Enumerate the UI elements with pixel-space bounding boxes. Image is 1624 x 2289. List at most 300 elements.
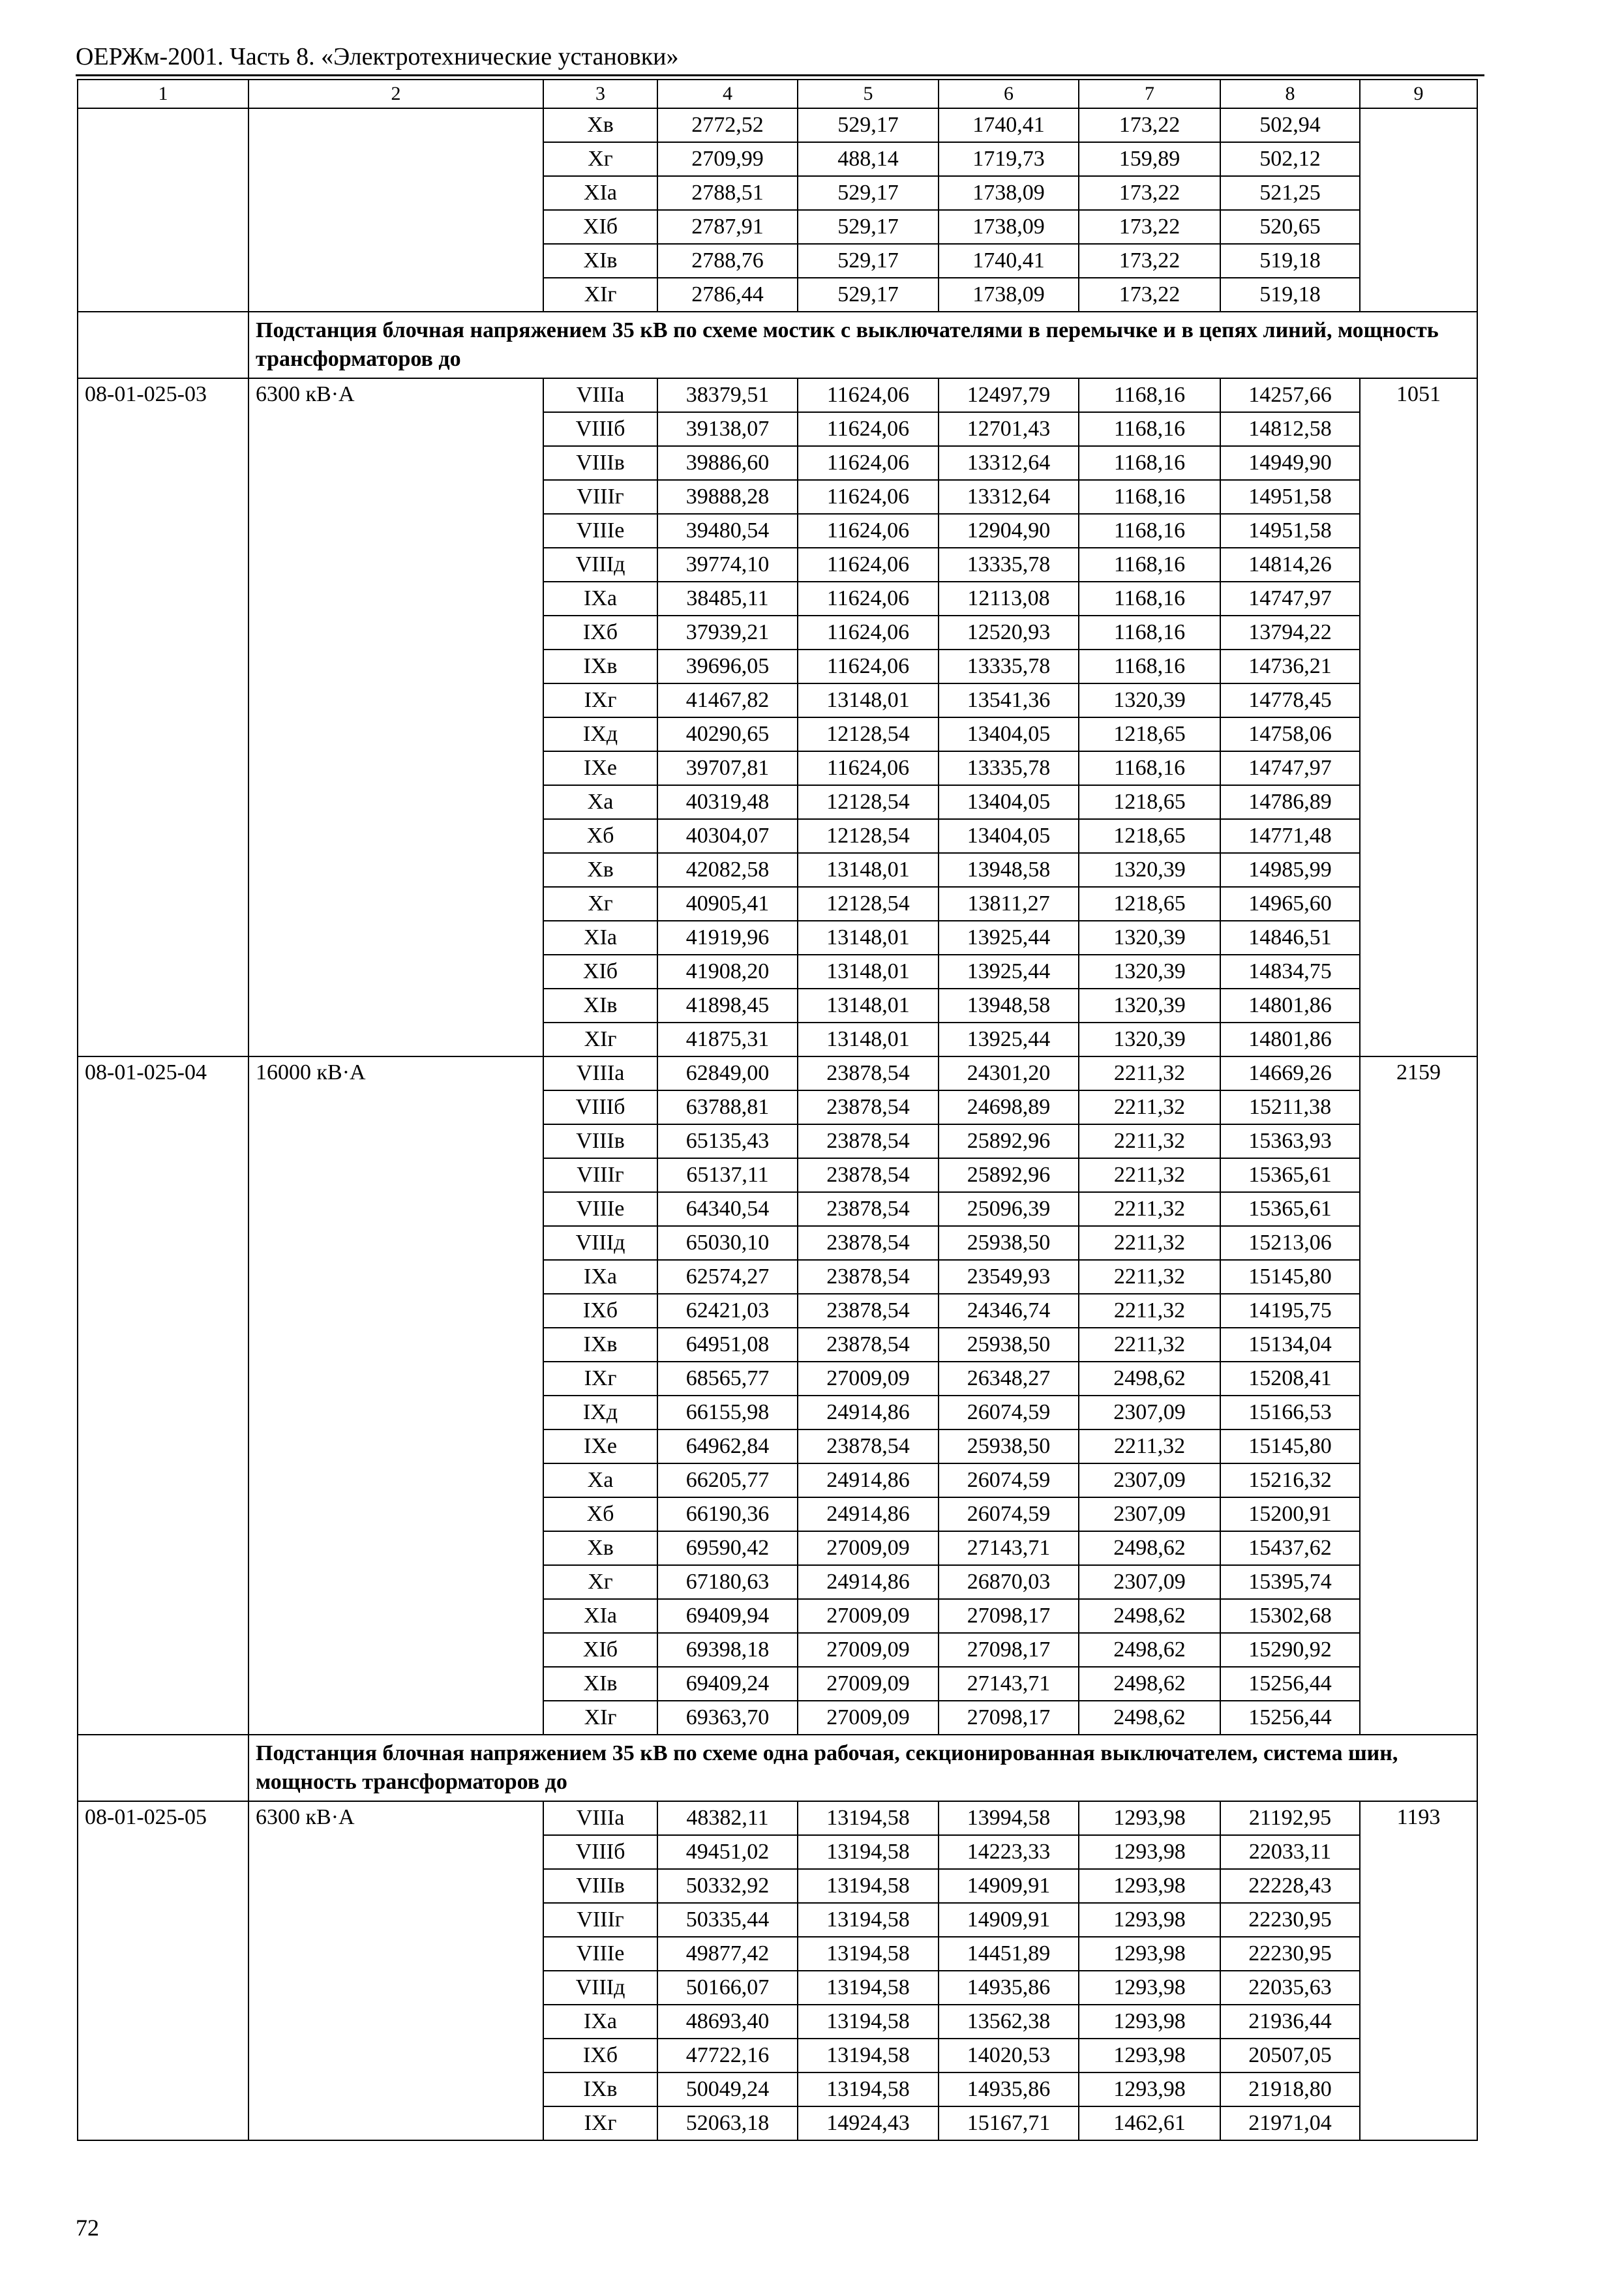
zone-cell: IХе — [543, 751, 657, 785]
zone-cell: IХд — [543, 717, 657, 751]
value-cell: 69409,94 — [657, 1599, 798, 1633]
value-cell: 13562,38 — [939, 2005, 1079, 2039]
rate-code-cell — [78, 108, 248, 312]
value-cell: 13312,64 — [939, 480, 1079, 514]
value-cell: 11624,06 — [798, 514, 939, 548]
zone-cell: Хг — [543, 887, 657, 921]
value-cell: 14985,99 — [1220, 853, 1360, 887]
value-cell: 23878,54 — [798, 1328, 939, 1362]
value-cell: 14924,43 — [798, 2106, 939, 2140]
value-cell: 2307,09 — [1079, 1396, 1220, 1429]
value-cell: 39138,07 — [657, 412, 798, 446]
column-number-cell: 5 — [798, 80, 939, 108]
value-cell: 41908,20 — [657, 955, 798, 989]
value-cell: 68565,77 — [657, 1362, 798, 1396]
zone-cell: ХIв — [543, 244, 657, 278]
zone-cell: VIIIв — [543, 1869, 657, 1903]
value-cell: 2211,32 — [1079, 1090, 1220, 1124]
value-cell: 62849,00 — [657, 1056, 798, 1090]
zone-cell: VIIIд — [543, 548, 657, 582]
value-cell: 1740,41 — [939, 108, 1079, 142]
value-cell: 48382,11 — [657, 1801, 798, 1835]
capacity-cell: 6300 кВ·А — [248, 1801, 543, 2140]
value-cell: 1320,39 — [1079, 853, 1220, 887]
value-cell: 15145,80 — [1220, 1429, 1360, 1463]
value-cell: 69590,42 — [657, 1531, 798, 1565]
value-cell: 21918,80 — [1220, 2072, 1360, 2106]
value-cell: 15256,44 — [1220, 1701, 1360, 1735]
zone-cell: Хг — [543, 142, 657, 176]
value-cell: 1168,16 — [1079, 378, 1220, 412]
value-cell: 14778,45 — [1220, 683, 1360, 717]
value-cell: 14951,58 — [1220, 480, 1360, 514]
value-cell: 13925,44 — [939, 955, 1079, 989]
value-cell: 13404,05 — [939, 717, 1079, 751]
column-number-cell: 8 — [1220, 80, 1360, 108]
value-cell: 14669,26 — [1220, 1056, 1360, 1090]
value-cell: 24914,86 — [798, 1463, 939, 1497]
value-cell: 11624,06 — [798, 412, 939, 446]
value-cell: 11624,06 — [798, 378, 939, 412]
value-cell: 519,18 — [1220, 244, 1360, 278]
value-cell: 27009,09 — [798, 1531, 939, 1565]
value-cell: 13148,01 — [798, 921, 939, 955]
column-number-row — [78, 80, 1477, 108]
value-cell: 1168,16 — [1079, 480, 1220, 514]
value-cell: 13194,58 — [798, 1801, 939, 1835]
value-cell: 26074,59 — [939, 1463, 1079, 1497]
value-cell: 1293,98 — [1079, 1801, 1220, 1835]
value-cell: 13148,01 — [798, 853, 939, 887]
value-cell: 24914,86 — [798, 1497, 939, 1531]
zone-cell: IХв — [543, 1328, 657, 1362]
value-cell: 25096,39 — [939, 1192, 1079, 1226]
value-cell: 14801,86 — [1220, 989, 1360, 1023]
value-cell: 14834,75 — [1220, 955, 1360, 989]
rate-code-cell: 08-01-025-03 — [78, 378, 248, 1056]
value-cell: 14758,06 — [1220, 717, 1360, 751]
value-cell: 15145,80 — [1220, 1260, 1360, 1294]
value-cell: 15208,41 — [1220, 1362, 1360, 1396]
value-cell: 13148,01 — [798, 683, 939, 717]
value-cell: 1293,98 — [1079, 1937, 1220, 1971]
resource-cell: 1193 — [1360, 1801, 1477, 2140]
value-cell: 14812,58 — [1220, 412, 1360, 446]
value-cell: 520,65 — [1220, 210, 1360, 244]
value-cell: 173,22 — [1079, 108, 1220, 142]
value-cell: 37939,21 — [657, 616, 798, 650]
value-cell: 13194,58 — [798, 1903, 939, 1937]
column-number-cell: 3 — [543, 80, 657, 108]
value-cell: 50335,44 — [657, 1903, 798, 1937]
value-cell: 1293,98 — [1079, 1903, 1220, 1937]
section-title: Подстанция блочная напряжением 35 кВ по схеме одна рабочая, секционированная выключателем, система шин, мощность трансформаторов до — [248, 1735, 1477, 1801]
value-cell: 14747,97 — [1220, 582, 1360, 616]
zone-cell: ХIб — [543, 955, 657, 989]
value-cell: 40319,48 — [657, 785, 798, 819]
value-cell: 64951,08 — [657, 1328, 798, 1362]
value-cell: 27009,09 — [798, 1633, 939, 1667]
value-cell: 14257,66 — [1220, 378, 1360, 412]
value-cell: 14195,75 — [1220, 1294, 1360, 1328]
value-cell: 15363,93 — [1220, 1124, 1360, 1158]
value-cell: 1168,16 — [1079, 616, 1220, 650]
value-cell: 2788,51 — [657, 176, 798, 210]
zone-cell: ХIб — [543, 1633, 657, 1667]
value-cell: 15290,92 — [1220, 1633, 1360, 1667]
value-cell: 13194,58 — [798, 1937, 939, 1971]
resource-cell: 1051 — [1360, 378, 1477, 1056]
zone-cell: IХа — [543, 2005, 657, 2039]
zone-cell: VIIIе — [543, 514, 657, 548]
zone-cell: ХIг — [543, 1701, 657, 1735]
value-cell: 47722,16 — [657, 2039, 798, 2072]
value-cell: 2211,32 — [1079, 1158, 1220, 1192]
value-cell: 13948,58 — [939, 853, 1079, 887]
value-cell: 1168,16 — [1079, 446, 1220, 480]
value-cell: 15167,71 — [939, 2106, 1079, 2140]
value-cell: 22228,43 — [1220, 1869, 1360, 1903]
value-cell: 1218,65 — [1079, 785, 1220, 819]
value-cell: 14451,89 — [939, 1937, 1079, 1971]
value-cell: 25938,50 — [939, 1226, 1079, 1260]
value-cell: 502,94 — [1220, 108, 1360, 142]
value-cell: 13335,78 — [939, 650, 1079, 683]
value-cell: 49877,42 — [657, 1937, 798, 1971]
value-cell: 521,25 — [1220, 176, 1360, 210]
value-cell: 15134,04 — [1220, 1328, 1360, 1362]
value-cell: 13404,05 — [939, 819, 1079, 853]
section-code-cell — [78, 1735, 248, 1801]
zone-cell: VIIIа — [543, 1056, 657, 1090]
value-cell: 1719,73 — [939, 142, 1079, 176]
value-cell: 25892,96 — [939, 1124, 1079, 1158]
value-cell: 22033,11 — [1220, 1835, 1360, 1869]
value-cell: 1738,09 — [939, 210, 1079, 244]
zone-cell: Хг — [543, 1565, 657, 1599]
value-cell: 66205,77 — [657, 1463, 798, 1497]
value-cell: 1738,09 — [939, 278, 1079, 312]
header-rule — [76, 74, 1484, 76]
zone-cell: VIIIб — [543, 1835, 657, 1869]
value-cell: 502,12 — [1220, 142, 1360, 176]
value-cell: 1293,98 — [1079, 1971, 1220, 2005]
value-cell: 41467,82 — [657, 683, 798, 717]
zone-cell: VIIIв — [543, 1124, 657, 1158]
value-cell: 25938,50 — [939, 1328, 1079, 1362]
value-cell: 14814,26 — [1220, 548, 1360, 582]
value-cell: 1218,65 — [1079, 887, 1220, 921]
value-cell: 23878,54 — [798, 1260, 939, 1294]
value-cell: 11624,06 — [798, 446, 939, 480]
zone-cell: IХб — [543, 2039, 657, 2072]
value-cell: 23878,54 — [798, 1090, 939, 1124]
value-cell: 23878,54 — [798, 1429, 939, 1463]
value-cell: 13194,58 — [798, 1869, 939, 1903]
value-cell: 65030,10 — [657, 1226, 798, 1260]
value-cell: 26074,59 — [939, 1497, 1079, 1531]
value-cell: 25938,50 — [939, 1429, 1079, 1463]
value-cell: 14909,91 — [939, 1903, 1079, 1937]
value-cell: 14747,97 — [1220, 751, 1360, 785]
value-cell: 529,17 — [798, 278, 939, 312]
value-cell: 12701,43 — [939, 412, 1079, 446]
zone-cell: IХа — [543, 582, 657, 616]
column-number-cell: 7 — [1079, 80, 1220, 108]
value-cell: 13335,78 — [939, 751, 1079, 785]
column-number-cell: 4 — [657, 80, 798, 108]
value-cell: 2307,09 — [1079, 1497, 1220, 1531]
value-cell: 1168,16 — [1079, 751, 1220, 785]
zone-cell: IХб — [543, 1294, 657, 1328]
value-cell: 42082,58 — [657, 853, 798, 887]
value-cell: 21971,04 — [1220, 2106, 1360, 2140]
zone-cell: ХIа — [543, 1599, 657, 1633]
value-cell: 15395,74 — [1220, 1565, 1360, 1599]
value-cell: 11624,06 — [798, 751, 939, 785]
zone-cell: Хв — [543, 1531, 657, 1565]
value-cell: 14935,86 — [939, 1971, 1079, 2005]
value-cell: 14801,86 — [1220, 1023, 1360, 1056]
value-cell: 1168,16 — [1079, 514, 1220, 548]
zone-cell: IХб — [543, 616, 657, 650]
value-cell: 27009,09 — [798, 1599, 939, 1633]
value-cell: 41898,45 — [657, 989, 798, 1023]
price-table — [77, 79, 1478, 2141]
value-cell: 21192,95 — [1220, 1801, 1360, 1835]
value-cell: 529,17 — [798, 244, 939, 278]
rate-code-cell: 08-01-025-05 — [78, 1801, 248, 2140]
value-cell: 40304,07 — [657, 819, 798, 853]
table-row — [78, 378, 1477, 412]
value-cell: 14020,53 — [939, 2039, 1079, 2072]
zone-cell: VIIIа — [543, 1801, 657, 1835]
value-cell: 48693,40 — [657, 2005, 798, 2039]
value-cell: 2307,09 — [1079, 1463, 1220, 1497]
value-cell: 24301,20 — [939, 1056, 1079, 1090]
zone-cell: VIIIд — [543, 1226, 657, 1260]
value-cell: 27009,09 — [798, 1667, 939, 1701]
zone-cell: IХа — [543, 1260, 657, 1294]
value-cell: 14965,60 — [1220, 887, 1360, 921]
value-cell: 13194,58 — [798, 1835, 939, 1869]
value-cell: 11624,06 — [798, 616, 939, 650]
value-cell: 22230,95 — [1220, 1903, 1360, 1937]
value-cell: 23878,54 — [798, 1158, 939, 1192]
column-number-cell: 2 — [248, 80, 543, 108]
zone-cell: VIIIг — [543, 1158, 657, 1192]
value-cell: 12128,54 — [798, 717, 939, 751]
zone-cell: ХIв — [543, 1667, 657, 1701]
value-cell: 1168,16 — [1079, 412, 1220, 446]
zone-cell: Хб — [543, 819, 657, 853]
zone-cell: IХг — [543, 1362, 657, 1396]
value-cell: 12520,93 — [939, 616, 1079, 650]
value-cell: 69409,24 — [657, 1667, 798, 1701]
zone-cell: VIIIб — [543, 412, 657, 446]
value-cell: 38485,11 — [657, 582, 798, 616]
value-cell: 38379,51 — [657, 378, 798, 412]
value-cell: 24914,86 — [798, 1396, 939, 1429]
value-cell: 11624,06 — [798, 582, 939, 616]
value-cell: 62421,03 — [657, 1294, 798, 1328]
zone-cell: VIIIб — [543, 1090, 657, 1124]
value-cell: 13925,44 — [939, 921, 1079, 955]
value-cell: 1218,65 — [1079, 819, 1220, 853]
value-cell: 1293,98 — [1079, 1835, 1220, 1869]
value-cell: 1293,98 — [1079, 2072, 1220, 2106]
value-cell: 15200,91 — [1220, 1497, 1360, 1531]
value-cell: 1320,39 — [1079, 683, 1220, 717]
value-cell: 52063,18 — [657, 2106, 798, 2140]
value-cell: 14949,90 — [1220, 446, 1360, 480]
value-cell: 64340,54 — [657, 1192, 798, 1226]
value-cell: 1320,39 — [1079, 989, 1220, 1023]
value-cell: 26348,27 — [939, 1362, 1079, 1396]
value-cell: 1168,16 — [1079, 548, 1220, 582]
value-cell: 12128,54 — [798, 785, 939, 819]
value-cell: 21936,44 — [1220, 2005, 1360, 2039]
document-header: ОЕРЖм-2001. Часть 8. «Электротехнические установки» — [76, 43, 679, 70]
zone-cell: ХIв — [543, 989, 657, 1023]
value-cell: 529,17 — [798, 108, 939, 142]
value-cell: 66190,36 — [657, 1497, 798, 1531]
value-cell: 39696,05 — [657, 650, 798, 683]
value-cell: 2709,99 — [657, 142, 798, 176]
rate-code-cell: 08-01-025-04 — [78, 1056, 248, 1735]
value-cell: 14909,91 — [939, 1869, 1079, 1903]
zone-cell: VIIIв — [543, 446, 657, 480]
value-cell: 39888,28 — [657, 480, 798, 514]
value-cell: 39480,54 — [657, 514, 798, 548]
value-cell: 40905,41 — [657, 887, 798, 921]
value-cell: 2498,62 — [1079, 1701, 1220, 1735]
value-cell: 488,14 — [798, 142, 939, 176]
value-cell: 12128,54 — [798, 819, 939, 853]
value-cell: 12113,08 — [939, 582, 1079, 616]
value-cell: 1168,16 — [1079, 650, 1220, 683]
value-cell: 1738,09 — [939, 176, 1079, 210]
section-heading-row — [78, 312, 1477, 378]
value-cell: 14951,58 — [1220, 514, 1360, 548]
zone-cell: Хв — [543, 108, 657, 142]
value-cell: 13811,27 — [939, 887, 1079, 921]
zone-cell: IХг — [543, 683, 657, 717]
value-cell: 67180,63 — [657, 1565, 798, 1599]
value-cell: 62574,27 — [657, 1260, 798, 1294]
value-cell: 41875,31 — [657, 1023, 798, 1056]
capacity-cell: 16000 кВ·А — [248, 1056, 543, 1735]
value-cell: 13148,01 — [798, 989, 939, 1023]
value-cell: 1293,98 — [1079, 2005, 1220, 2039]
value-cell: 14736,21 — [1220, 650, 1360, 683]
value-cell: 14223,33 — [939, 1835, 1079, 1869]
zone-cell: VIIIг — [543, 1903, 657, 1937]
capacity-cell — [248, 108, 543, 312]
value-cell: 14846,51 — [1220, 921, 1360, 955]
value-cell: 11624,06 — [798, 650, 939, 683]
zone-cell: Ха — [543, 1463, 657, 1497]
value-cell: 23549,93 — [939, 1260, 1079, 1294]
value-cell: 173,22 — [1079, 176, 1220, 210]
value-cell: 15256,44 — [1220, 1667, 1360, 1701]
value-cell: 1320,39 — [1079, 955, 1220, 989]
column-number-cell: 1 — [78, 80, 248, 108]
value-cell: 63788,81 — [657, 1090, 798, 1124]
zone-cell: VIIIг — [543, 480, 657, 514]
zone-cell: IХд — [543, 1396, 657, 1429]
value-cell: 159,89 — [1079, 142, 1220, 176]
zone-cell: IХе — [543, 1429, 657, 1463]
value-cell: 173,22 — [1079, 244, 1220, 278]
value-cell: 2786,44 — [657, 278, 798, 312]
value-cell: 25892,96 — [939, 1158, 1079, 1192]
value-cell: 2211,32 — [1079, 1260, 1220, 1294]
value-cell: 20507,05 — [1220, 2039, 1360, 2072]
value-cell: 12904,90 — [939, 514, 1079, 548]
value-cell: 15216,32 — [1220, 1463, 1360, 1497]
zone-cell: VIIIе — [543, 1937, 657, 1971]
value-cell: 64962,84 — [657, 1429, 798, 1463]
value-cell: 23878,54 — [798, 1124, 939, 1158]
value-cell: 1293,98 — [1079, 1869, 1220, 1903]
zone-cell: VIIIе — [543, 1192, 657, 1226]
zone-cell: ХIа — [543, 176, 657, 210]
resource-cell — [1360, 108, 1477, 312]
zone-cell: Хв — [543, 853, 657, 887]
value-cell: 1168,16 — [1079, 582, 1220, 616]
value-cell: 529,17 — [798, 210, 939, 244]
value-cell: 41919,96 — [657, 921, 798, 955]
zone-cell: IХв — [543, 2072, 657, 2106]
value-cell: 24914,86 — [798, 1565, 939, 1599]
value-cell: 2787,91 — [657, 210, 798, 244]
value-cell: 1740,41 — [939, 244, 1079, 278]
value-cell: 65135,43 — [657, 1124, 798, 1158]
value-cell: 23878,54 — [798, 1226, 939, 1260]
value-cell: 11624,06 — [798, 480, 939, 514]
value-cell: 69363,70 — [657, 1701, 798, 1735]
value-cell: 50049,24 — [657, 2072, 798, 2106]
value-cell: 15213,06 — [1220, 1226, 1360, 1260]
value-cell: 12128,54 — [798, 887, 939, 921]
value-cell: 13541,36 — [939, 683, 1079, 717]
zone-cell: VIIIд — [543, 1971, 657, 2005]
zone-cell: IХв — [543, 650, 657, 683]
value-cell: 23878,54 — [798, 1294, 939, 1328]
value-cell: 13312,64 — [939, 446, 1079, 480]
section-title: Подстанция блочная напряжением 35 кВ по схеме мостик с выключателями в перемычке и в цепях линий, мощность трансформаторов до — [248, 312, 1477, 378]
value-cell: 1293,98 — [1079, 2039, 1220, 2072]
value-cell: 12497,79 — [939, 378, 1079, 412]
value-cell: 15365,61 — [1220, 1158, 1360, 1192]
value-cell: 173,22 — [1079, 278, 1220, 312]
value-cell: 27009,09 — [798, 1701, 939, 1735]
value-cell: 22230,95 — [1220, 1937, 1360, 1971]
value-cell: 27098,17 — [939, 1701, 1079, 1735]
value-cell: 27143,71 — [939, 1667, 1079, 1701]
zone-cell: ХIа — [543, 921, 657, 955]
value-cell: 173,22 — [1079, 210, 1220, 244]
value-cell: 15302,68 — [1220, 1599, 1360, 1633]
value-cell: 13194,58 — [798, 2005, 939, 2039]
value-cell: 26074,59 — [939, 1396, 1079, 1429]
zone-cell: Ха — [543, 785, 657, 819]
value-cell: 2211,32 — [1079, 1056, 1220, 1090]
capacity-cell: 6300 кВ·А — [248, 378, 543, 1056]
value-cell: 50166,07 — [657, 1971, 798, 2005]
value-cell: 23878,54 — [798, 1192, 939, 1226]
